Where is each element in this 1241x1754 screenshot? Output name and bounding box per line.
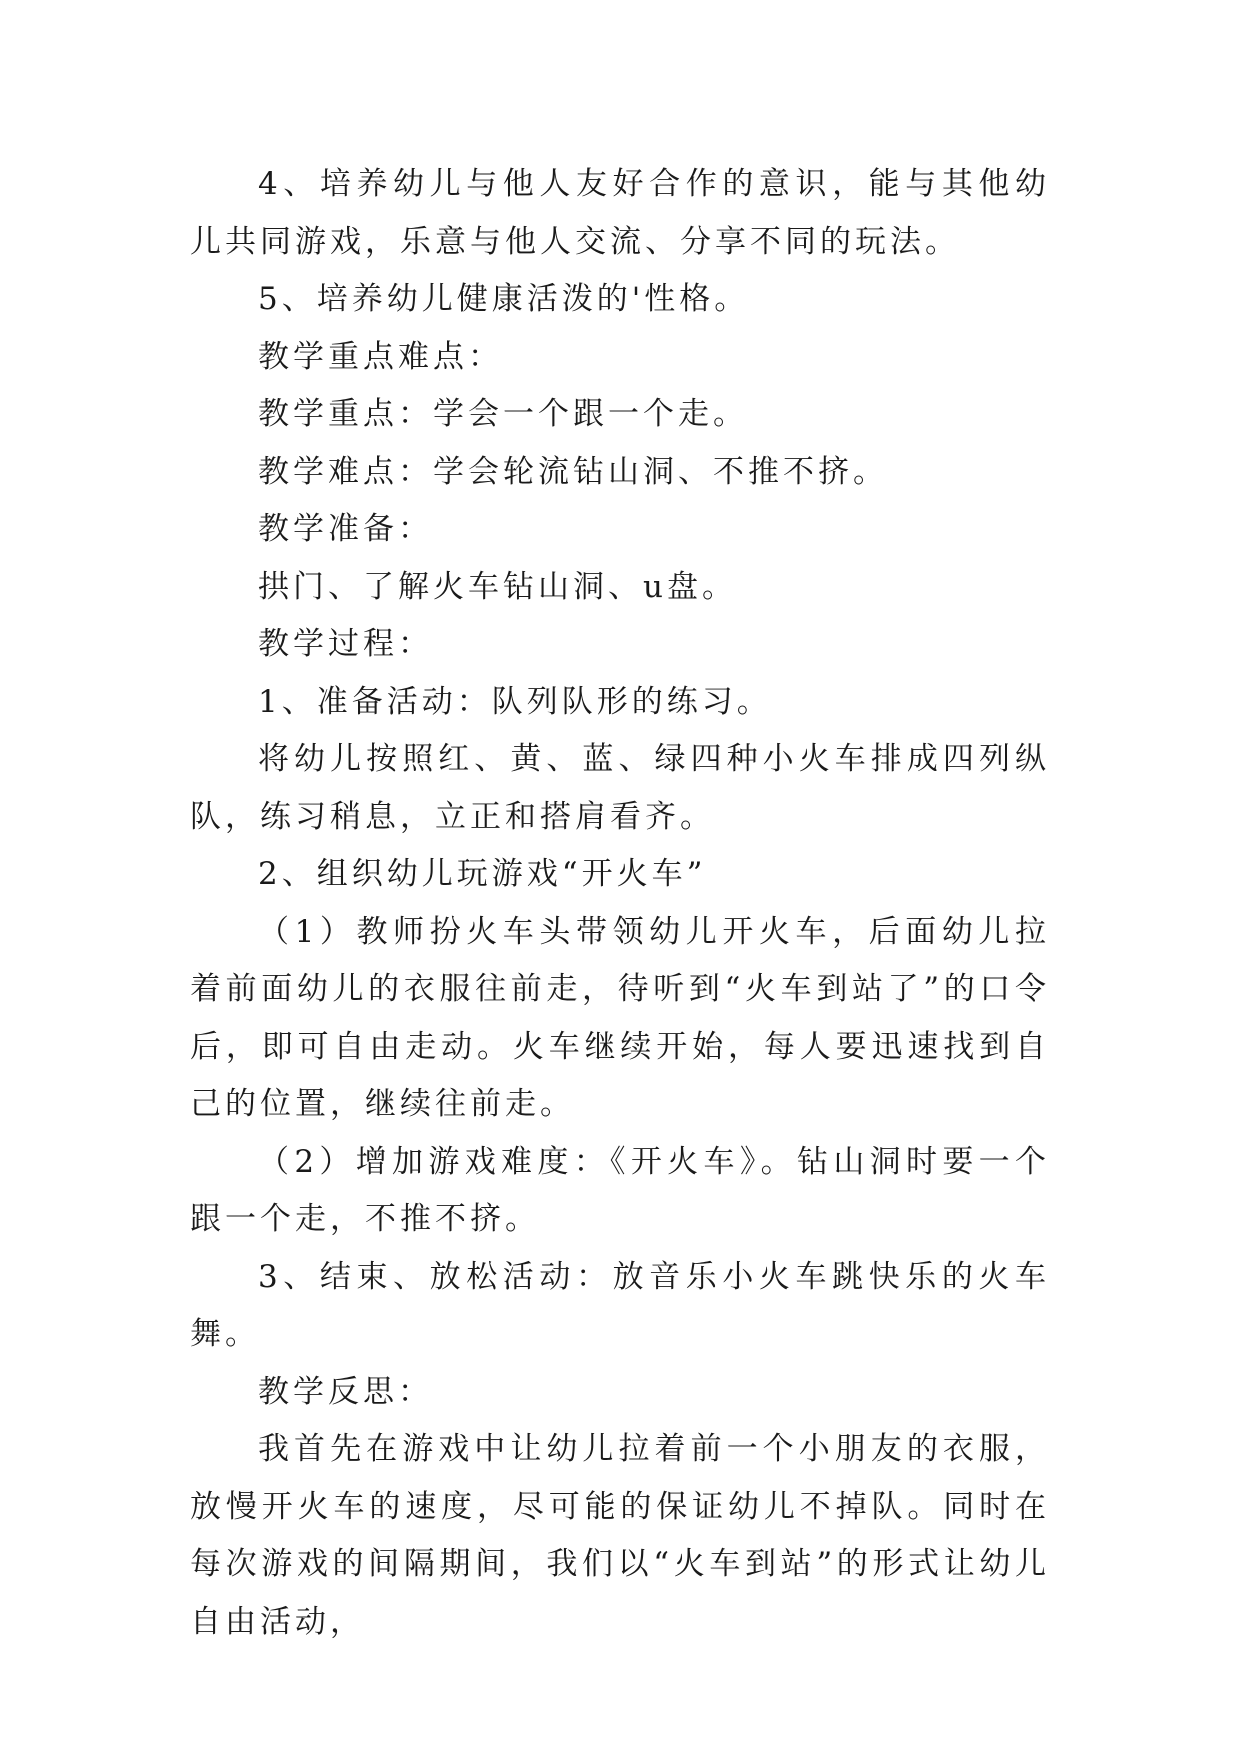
paragraph-materials: 拱门、了解火车钻山洞、u盘。 <box>258 568 737 605</box>
paragraph-step-3: 3、结束、放松活动：放音乐小火车跳快乐的火车舞。 <box>190 1258 1050 1352</box>
paragraph-reflection: 我首先在游戏中让幼儿拉着前一个小朋友的衣服，放慢开火车的速度，尽可能的保证幼儿不掉队。同时在每次游戏的间隔期间，我们以“火车到站”的形式让幼儿自由活动， <box>190 1431 1050 1640</box>
heading-process: 教学过程： <box>258 626 433 662</box>
paragraph-step-1-detail: 将幼儿按照红、黄、蓝、绿四种小火车排成四列纵队，练习稍息，立正和搭肩看齐。 <box>190 741 1050 835</box>
heading-preparation: 教学准备： <box>258 511 433 547</box>
paragraph-goal-5: 5、培养幼儿健康活泼的'性格。 <box>258 281 750 317</box>
document-body <box>190 156 1050 1651</box>
paragraph-step-1: 1、准备活动：队列队形的练习。 <box>258 683 772 720</box>
paragraph-difficulty: 教学难点：学会轮流钻山洞、不推不挤。 <box>258 453 888 490</box>
paragraph-goal-4: 4、培养幼儿与他人友好合作的意识，能与其他幼儿共同游戏，乐意与他人交流、分享不同的玩法。 <box>190 166 1050 260</box>
paragraph-step-2-part-1: （1）教师扮火车头带领幼儿开火车，后面幼儿拉着前面幼儿的衣服往前走，待听到“火车到站了”的口令后，即可自由走动。火车继续开始，每人要迅速找到自己的位置，继续往前走。 <box>190 913 1050 1122</box>
heading-key-points: 教学重点难点： <box>258 338 503 375</box>
paragraph-step-2-part-2: （2）增加游戏难度：《开火车》。钻山洞时要一个跟一个走，不推不挤。 <box>190 1143 1050 1237</box>
heading-reflection: 教学反思： <box>258 1373 433 1410</box>
paragraph-step-2: 2、组织幼儿玩游戏“开火车” <box>258 856 707 892</box>
paragraph-key-point: 教学重点：学会一个跟一个走。 <box>258 396 748 432</box>
